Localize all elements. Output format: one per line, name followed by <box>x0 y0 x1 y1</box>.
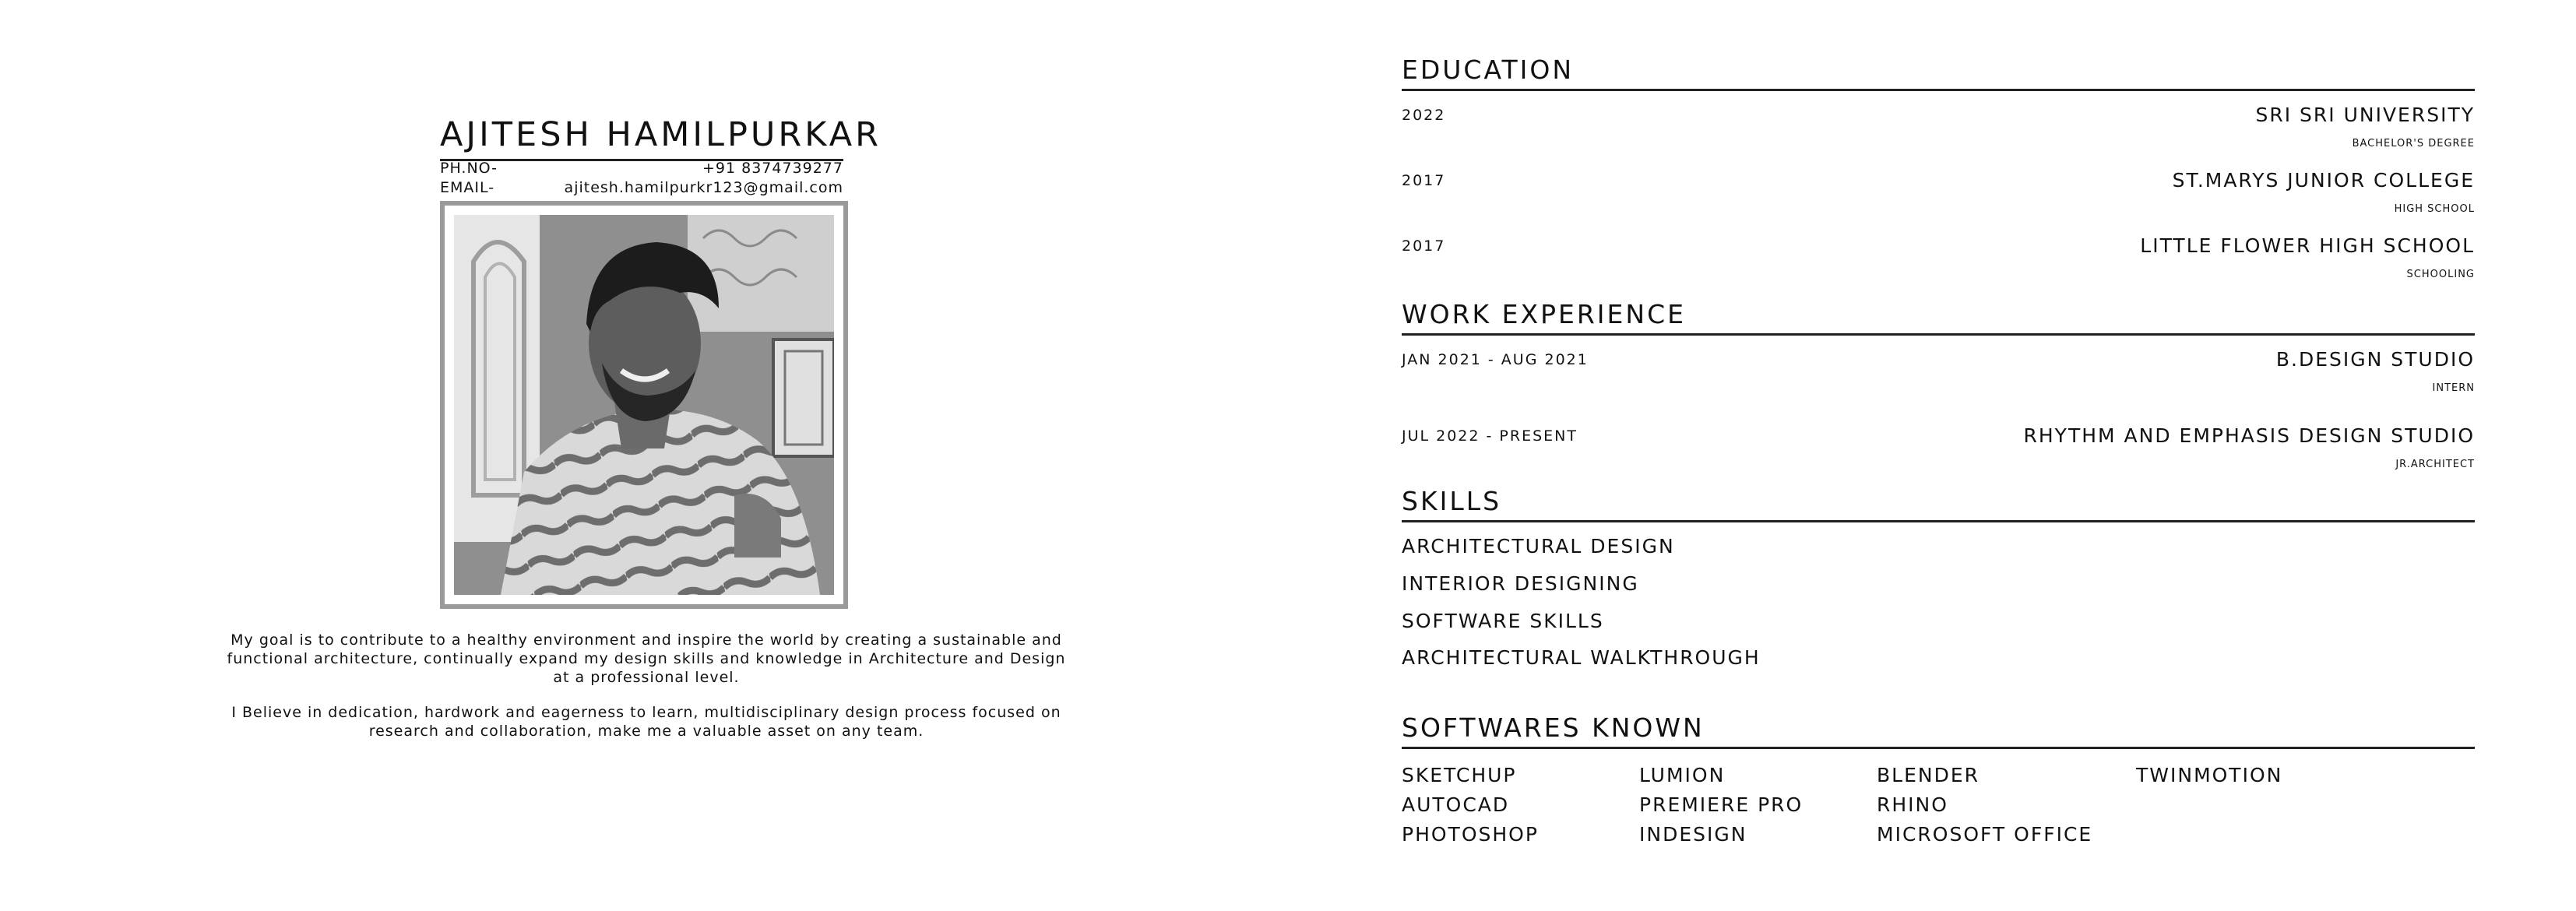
education-school: SRI SRI UNIVERSITY <box>2255 104 2475 126</box>
bio-line: research and collaboration, make me a valuable asset on any team. <box>368 723 924 740</box>
work-period: JAN 2021 - AUG 2021 <box>1402 351 1589 368</box>
software-item: AUTOCAD <box>1402 793 1510 816</box>
email-label: EMAIL- <box>440 179 495 196</box>
education-year: 2022 <box>1402 107 1446 124</box>
education-heading: EDUCATION <box>1402 53 2475 91</box>
education-school: ST.MARYS JUNIOR COLLEGE <box>2172 169 2475 192</box>
skills-heading: SKILLS <box>1402 484 2475 522</box>
profile-photo-frame <box>440 201 848 609</box>
software-item: BLENDER <box>1877 764 1980 786</box>
education-school: LITTLE FLOWER HIGH SCHOOL <box>2140 234 2475 257</box>
resume-name: AJITESH HAMILPURKAR <box>440 114 843 161</box>
bio-paragraph-1 <box>218 631 1075 687</box>
software-item: INDESIGN <box>1639 823 1747 846</box>
profile-photo <box>454 215 834 595</box>
software-item: MICROSOFT OFFICE <box>1877 823 2093 846</box>
bio-line: I Believe in dedication, hardwork and eagerness to learn, multidisciplinary design process focused on <box>231 704 1061 721</box>
softwares-heading: SOFTWARES KNOWN <box>1402 711 2475 749</box>
portrait-image <box>454 215 834 595</box>
education-year: 2017 <box>1402 237 1446 255</box>
bio-line: My goal is to contribute to a healthy environment and inspire the world by creating a sustainable and <box>231 631 1062 649</box>
work-company: RHYTHM AND EMPHASIS DESIGN STUDIO <box>2023 424 2475 447</box>
skill-item: ARCHITECTURAL DESIGN <box>1402 535 1675 558</box>
email-address: ajitesh.hamilpurkr123@gmail.com <box>564 179 843 196</box>
bio-line: functional architecture, continually expand my design skills and knowledge in Architecture and Design <box>227 650 1066 667</box>
software-item: LUMION <box>1639 764 1726 786</box>
software-item: PREMIERE PRO <box>1639 793 1804 816</box>
work-company: B.DESIGN STUDIO <box>2275 348 2475 371</box>
phone-row <box>440 158 843 178</box>
email-row <box>440 178 843 198</box>
software-item: PHOTOSHOP <box>1402 823 1539 846</box>
education-level: BACHELOR'S DEGREE <box>2352 138 2475 149</box>
bio-line: at a professional level. <box>553 669 740 686</box>
work-experience-heading: WORK EXPERIENCE <box>1402 297 2475 336</box>
skill-item: SOFTWARE SKILLS <box>1402 610 1604 632</box>
bio-paragraph-2 <box>218 703 1075 740</box>
software-item: SKETCHUP <box>1402 764 1517 786</box>
phone-label: PH.NO- <box>440 160 498 177</box>
work-role: INTERN <box>2432 382 2475 394</box>
education-year: 2017 <box>1402 172 1446 189</box>
software-item: RHINO <box>1877 793 1948 816</box>
phone-number: +91 8374739277 <box>702 160 843 177</box>
education-level: HIGH SCHOOL <box>2394 203 2475 215</box>
software-item: TWINMOTION <box>2136 764 2283 786</box>
education-level: SCHOOLING <box>2406 269 2475 280</box>
skill-item: ARCHITECTURAL WALKTHROUGH <box>1402 646 1761 669</box>
skill-item: INTERIOR DESIGNING <box>1402 572 1639 595</box>
work-period: JUL 2022 - PRESENT <box>1402 427 1578 445</box>
work-role: JR.ARCHITECT <box>2395 459 2475 470</box>
